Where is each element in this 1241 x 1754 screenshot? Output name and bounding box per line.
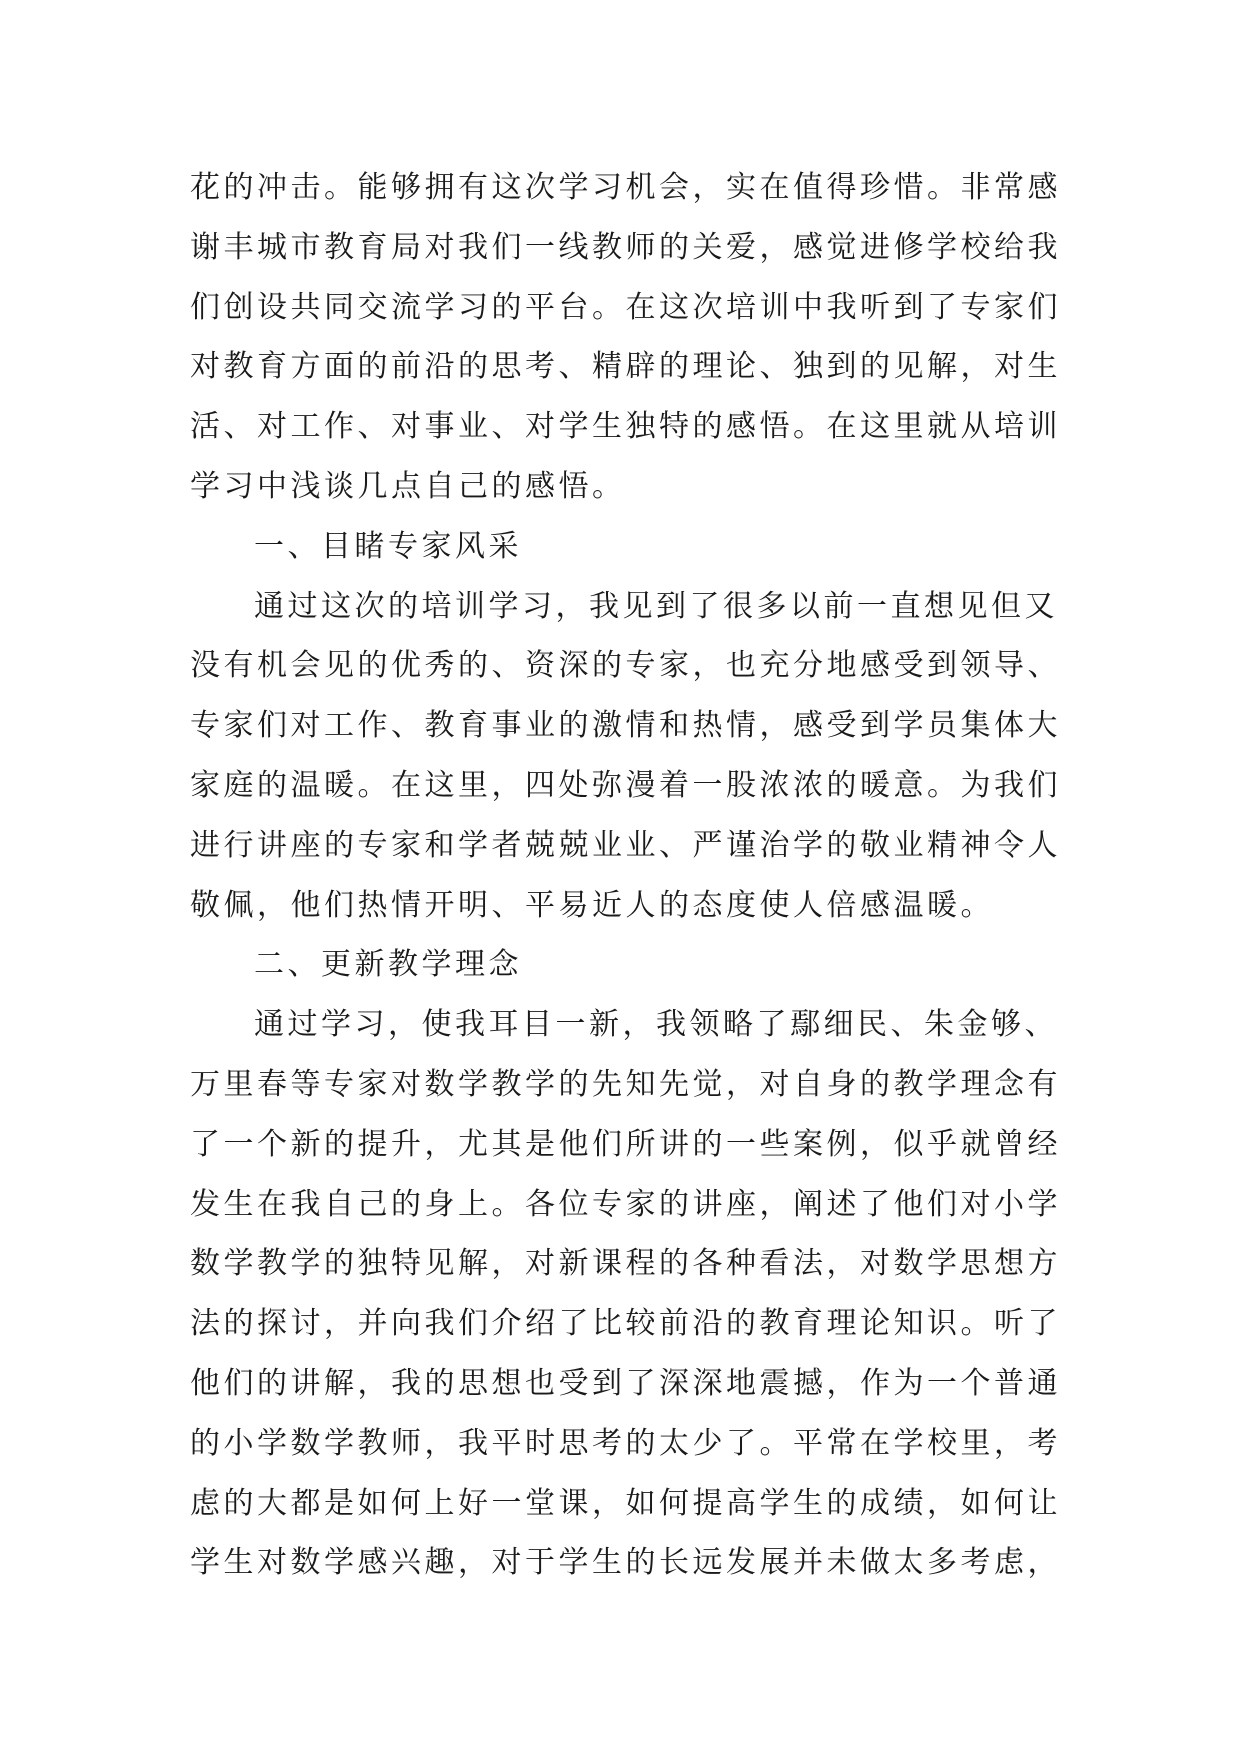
text-line: 活、对工作、对事业、对学生独特的感悟。在这里就从培训 <box>190 409 1061 445</box>
text-line: 二、更新教学理念 <box>254 947 522 983</box>
text-line: 专家们对工作、教育事业的激情和热情，感受到学员集体大 <box>190 708 1061 744</box>
text-line: 一、目睹专家风采 <box>254 528 522 564</box>
text-line: 法的探讨，并向我们介绍了比较前沿的教育理论知识。听了 <box>190 1306 1061 1342</box>
body-text <box>190 158 1070 1593</box>
text-line: 的小学数学教师，我平时思考的太少了。平常在学校里，考 <box>190 1425 1061 1461</box>
text-line: 家庭的温暖。在这里，四处弥漫着一股浓浓的暖意。为我们 <box>190 767 1061 803</box>
text-line: 敬佩，他们热情开明、平易近人的态度使人倍感温暖。 <box>190 887 994 923</box>
text-line: 们创设共同交流学习的平台。在这次培训中我听到了专家们 <box>190 289 1061 325</box>
text-line: 了一个新的提升，尤其是他们所讲的一些案例，似乎就曾经 <box>190 1126 1061 1162</box>
text-line: 通过这次的培训学习，我见到了很多以前一直想见但又 <box>254 588 1058 624</box>
text-line: 通过学习，使我耳目一新，我领略了鄢细民、朱金够、 <box>254 1007 1058 1043</box>
text-line: 发生在我自己的身上。各位专家的讲座，阐述了他们对小学 <box>190 1186 1061 1222</box>
text-line: 花的冲击。能够拥有这次学习机会，实在值得珍惜。非常感 <box>190 170 1061 205</box>
text-line: 没有机会见的优秀的、资深的专家，也充分地感受到领导、 <box>190 648 1061 684</box>
text-line: 虑的大都是如何上好一堂课，如何提高学生的成绩，如何让 <box>190 1485 1061 1521</box>
text-line: 学习中浅谈几点自己的感悟。 <box>190 468 626 504</box>
text-line: 进行讲座的专家和学者兢兢业业、严谨治学的敬业精神令人 <box>190 827 1061 863</box>
text-line: 对教育方面的前沿的思考、精辟的理论、独到的见解，对生 <box>190 349 1061 385</box>
text-line: 谢丰城市教育局对我们一线教师的关爱，感觉进修学校给我 <box>190 229 1061 265</box>
text-line: 学生对数学感兴趣，对于学生的长远发展并未做太多考虑， <box>190 1545 1061 1581</box>
text-line: 数学教学的独特见解，对新课程的各种看法，对数学思想方 <box>190 1246 1061 1282</box>
text-line: 他们的讲解，我的思想也受到了深深地震撼，作为一个普通 <box>190 1365 1061 1401</box>
text-line: 万里春等专家对数学教学的先知先觉，对自身的教学理念有 <box>190 1066 1061 1102</box>
